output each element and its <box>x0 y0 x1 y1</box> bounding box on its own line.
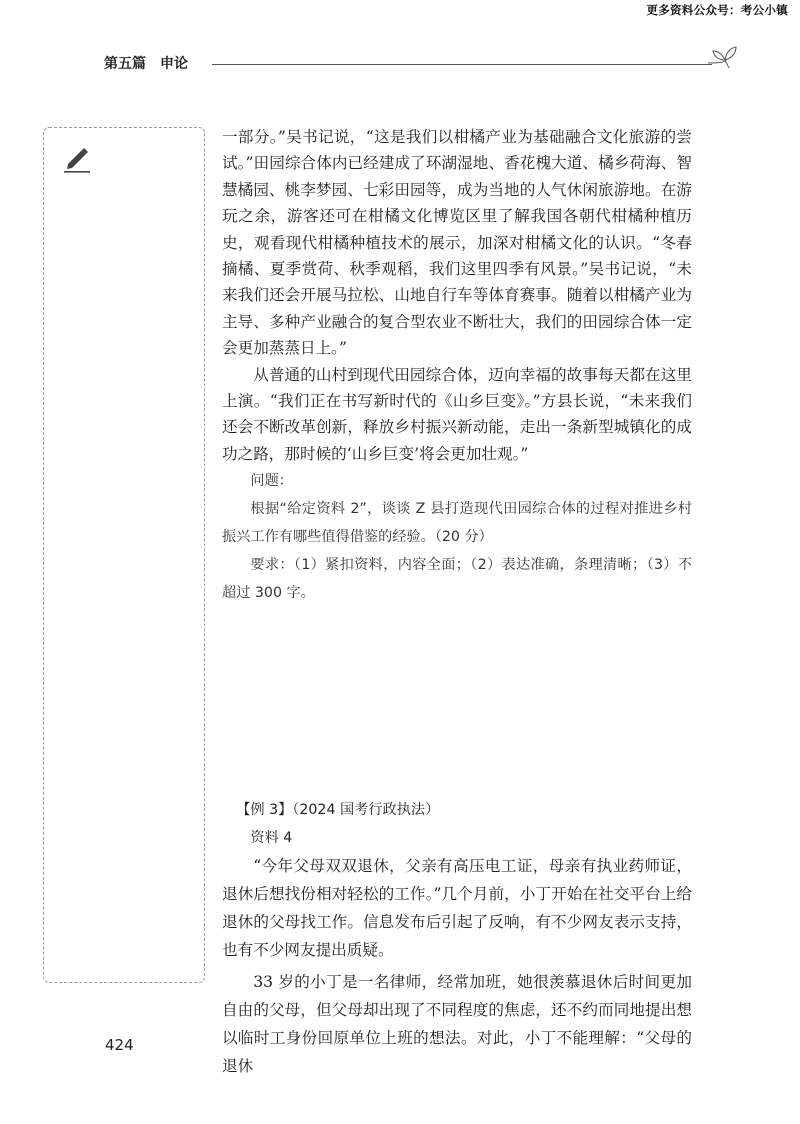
continued-passage: 一部分。”吴书记说，“这是我们以柑橘产业为基础融合文化旅游的尝试。”田园综合体内已经建成了环湖湿地、香花槐大道、橘乡荷海、智慧橘园、桃李梦园、七彩田园等，成为当地的人气休闲旅游地。在游玩之余，游客还可在柑橘文化博览区里了解我国各朝代柑橘种植历史，观看现代柑橘种植技术的展示，加深对柑橘文化的认识。“冬春摘橘、夏季赏荷、秋季观稻，我们这里四季有风景。”吴书记说，“未来我们还会开展马拉松、山地自行车等体育赛事。随着以柑橘产业为主导、多种产业融合的复合型农业不断壮大，我们的田园综合体一定会更加蒸蒸日上。” <box>222 128 692 358</box>
example-paragraph: “今年父母双双退休，父亲有高压电工证，母亲有执业药师证，退休后想找份相对轻松的工作。”几个月前，小丁开始在社交平台上给退休的父母找工作。信息发布后引起了反响，有不少网友表示支持，也有不少网友提出质疑。 <box>222 857 692 959</box>
page-header <box>104 49 740 79</box>
watermark-text: 更多资料公众号：考公小镇 <box>646 3 788 17</box>
question-text: 根据“给定资料 2”，谈谈 Z 县打造现代田园综合体的过程对推进乡村振兴工作有哪些值得借鉴的经验。（20 分） <box>222 501 692 546</box>
header-label <box>104 53 188 73</box>
question-block <box>222 467 692 607</box>
question-label: 问题： <box>250 473 293 490</box>
header-part: 第五篇 <box>104 56 146 72</box>
example-block <box>222 796 692 1080</box>
page-number: 424 <box>105 1036 134 1054</box>
passage-paragraph: 从普通的山村到现代田园综合体，迈向幸福的故事每天都在这里上演。“我们正在书写新时代的《山乡巨变》。”方县长说，“未来我们还会不断改革创新，释放乡村振兴新动能，走出一条新型城镇化的成功之路，那时候的‘山乡巨变’将会更加壮观。” <box>222 365 692 463</box>
notes-box <box>43 127 205 983</box>
header-rule <box>212 64 712 65</box>
sprout-leaf-icon <box>706 43 740 73</box>
pencil-icon <box>60 144 92 174</box>
main-content <box>222 124 692 607</box>
example-heading: 【例 3】（2024 国考行政执法） <box>236 802 440 818</box>
material-label: 资料 4 <box>250 830 293 846</box>
header-section: 申论 <box>160 56 188 72</box>
example-paragraph: 33 岁的小丁是一名律师，经常加班，她很羡慕退休后时间更加自由的父母，但父母却出现了不同程度的焦虑，还不约而同地提出想以临时工身份回原单位上班的想法。对此，小丁不能理解：“父母的退休 <box>222 973 692 1075</box>
question-requirements: 要求：（1）紧扣资料，内容全面；（2）表达准确，条理清晰；（3）不超过 300 字。 <box>222 557 692 602</box>
